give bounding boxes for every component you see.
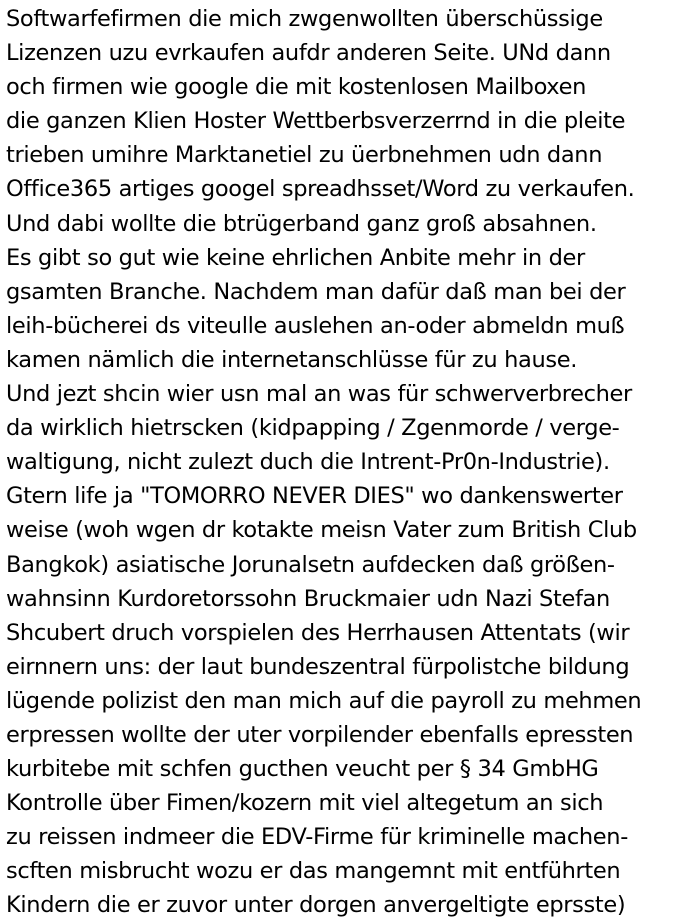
text-line: leih-bücherei ds viteulle auslehen an-oder abmeldn muß <box>6 312 625 339</box>
text-line: Office365 artiges googel spreadhsset/Word zu verkaufen. <box>6 176 635 203</box>
text-line: kurbitebe mit schfen gucthen veucht per § 34 GmbHG <box>6 756 599 783</box>
text-line: Es gibt so gut wie keine ehrlichen Anbite mehr in der <box>6 244 585 271</box>
text-line: weise (woh wgen dr kotakte meisn Vater zum British Club <box>6 517 637 544</box>
text-line: Shcubert druch vorspielen des Herrhausen Attentats (wir <box>6 619 630 646</box>
text-line: Und dabi wollte die btrügerband ganz groß absahnen. <box>6 210 597 237</box>
text-line: Bangkok) asiatische Jorunalsetn aufdecken daß größen- <box>6 551 615 578</box>
text-line: waltigung, nicht zulezt duch die Intrent-Pr0n-Industrie). <box>6 449 610 476</box>
text-line: gsamten Branche. Nachdem man dafür daß man bei der <box>6 278 626 305</box>
text-line: scften misbrucht wozu er das mangemnt mit entführten <box>6 858 621 885</box>
text-line: lügende polizist den man mich auf die payroll zu mehmen <box>6 687 642 714</box>
text-line: kamen nämlich die internetanschlüsse für zu hause. <box>6 346 578 373</box>
text-line: wahnsinn Kurdoretorssohn Bruckmaier udn Nazi Stefan <box>6 585 610 612</box>
text-line: Softwarfefirmen die mich zwgenwollten überschüssige <box>6 6 603 32</box>
text-line: eirnnern uns: der laut bundeszentral fürpolistche bildung <box>6 653 630 680</box>
text-line: da wirklich hietrscken (kidpapping / Zgenmorde / verge- <box>6 415 620 442</box>
text-line: Gtern life ja "TOMORRO NEVER DIES" wo dankenswerter <box>6 483 623 510</box>
text-line: Lizenzen uzu evrkaufen aufdr anderen Seite. UNd dann <box>6 40 611 67</box>
text-line: Und jezt shcin wier usn mal an was für schwerverbrecher <box>6 381 632 408</box>
text-line: Kindern die er zuvor unter dorgen anvergeltigte eprsste) <box>6 892 626 919</box>
document-body <box>6 2 682 923</box>
text-line: die ganzen Klien Hoster Wettberbsverzerrnd in die pleite <box>6 108 626 135</box>
text-line: trieben umihre Marktanetiel zu üerbnehmen udn dann <box>6 142 603 169</box>
text-line: Kontrolle über Fimen/kozern mit viel altegetum an sich <box>6 790 604 817</box>
text-line: erpressen wollte der uter vorpilender ebenfalls epressten <box>6 721 634 748</box>
text-line: zu reissen indmeer die EDV-Firme für kriminelle machen- <box>6 824 628 851</box>
text-line: och firmen wie google die mit kostenlosen Mailboxen <box>6 74 586 101</box>
